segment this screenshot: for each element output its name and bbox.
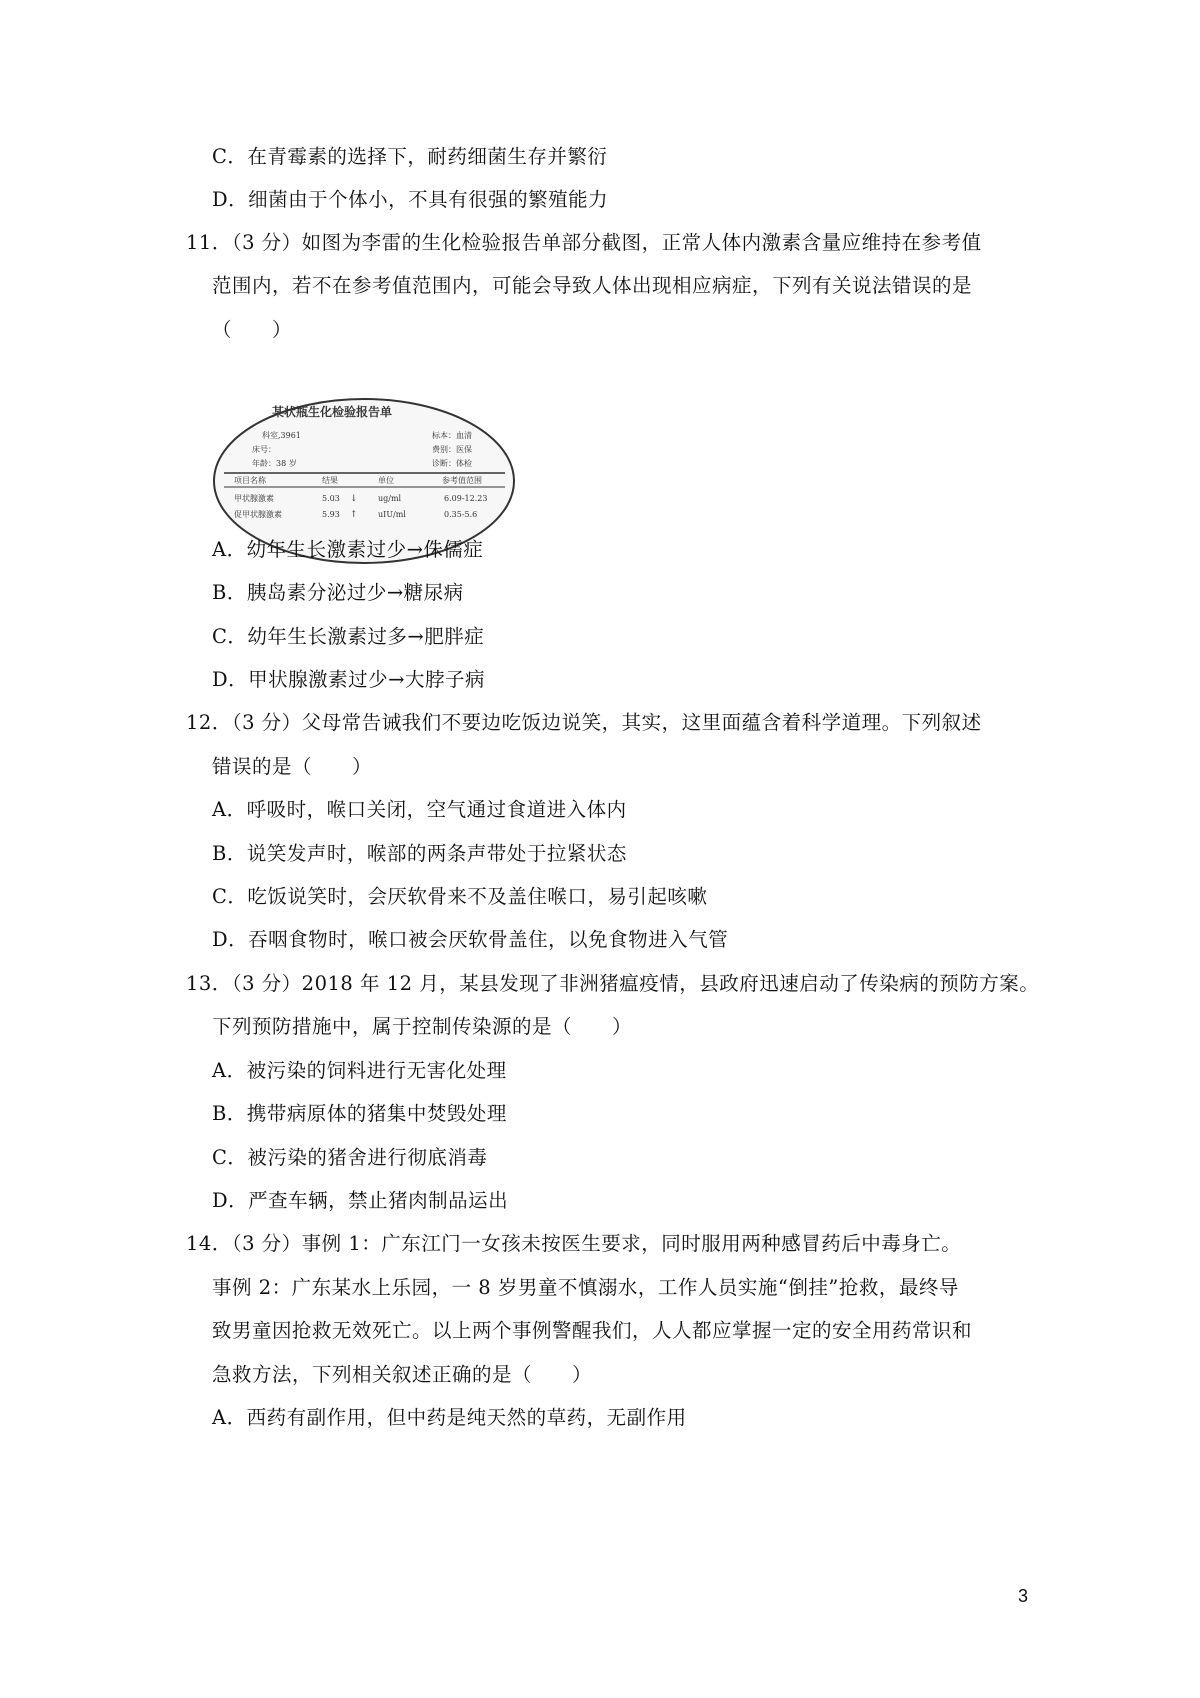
report-bed: 床号：: [252, 445, 276, 454]
option-b-q13: B．携带病原体的猪集中焚毁处理: [212, 1102, 507, 1125]
report-row-1-result: 5.03: [322, 494, 340, 503]
option-c-q10: C．在青霉素的选择下，耐药细菌生存并繁衍: [212, 145, 608, 168]
report-id: 科室,3961: [262, 431, 301, 440]
question-12-stem: 12．（3 分）父母常告诫我们不要边吃饭边说笑，其实，这里面蕴含着科学道理。下列叙述: [186, 711, 982, 734]
report-header-unit: 单位: [378, 476, 394, 485]
option-c-q12: C．吃饭说笑时，会厌软骨来不及盖住喉口，易引起咳嗽: [212, 885, 708, 908]
option-c-q11: C．幼年生长激素过多→肥胖症: [212, 625, 485, 648]
question-11-blank: （ ）: [212, 318, 293, 341]
page-number: 3: [1018, 1586, 1029, 1606]
report-row-2-unit: uIU/ml: [378, 510, 406, 519]
report-fee: 费别：医保: [432, 445, 472, 454]
option-d-q11: D．甲状腺激素过少→大脖子病: [212, 668, 485, 691]
question-13-stem: 13．（3 分）2018 年 12 月，某县发现了非洲猪瘟疫情，县政府迅速启动了传染病的预防方案。: [186, 972, 1040, 995]
report-row-1-name: 甲状腺激素: [234, 494, 274, 503]
report-row-2-result: 5.93: [322, 510, 340, 519]
report-header-range: 参考值范围: [442, 476, 482, 485]
report-row-2-range: 0.35-5.6: [444, 510, 478, 519]
question-13-stem-cont: 下列预防措施中，属于控制传染源的是（ ）: [212, 1015, 633, 1038]
report-diagnosis: 诊断：体检: [432, 459, 472, 468]
report-title: 某状瓶生化检验报告单: [272, 405, 393, 419]
option-c-q13: C．被污染的猪舍进行彻底消毒: [212, 1146, 488, 1169]
report-row-1-arrow: ↓: [350, 494, 358, 504]
report-age: 年龄：38 岁: [252, 459, 297, 468]
option-a-q13: A．被污染的饲料进行无害化处理: [212, 1059, 507, 1082]
option-b-q12: B．说笑发声时，喉部的两条声带处于拉紧状态: [212, 842, 627, 865]
option-d-q10: D．细菌由于个体小，不具有很强的繁殖能力: [212, 188, 609, 211]
option-a-q14: A．西药有副作用，但中药是纯天然的草药，无副作用: [212, 1406, 687, 1429]
question-11-stem: 11．（3 分）如图为李雷的生化检验报告单部分截图，正常人体内激素含量应维持在参考值: [186, 231, 982, 254]
question-14-stem: 14．（3 分）事例 1：广东江门一女孩未按医生要求，同时服用两种感冒药后中毒身亡。: [186, 1232, 962, 1255]
report-header-result: 结果: [322, 476, 338, 485]
question-11-stem-cont: 范围内，若不在参考值范围内，可能会导致人体出现相应病症，下列有关说法错误的是: [212, 274, 973, 297]
question-14-stem-cont-3: 急救方法，下列相关叙述正确的是（ ）: [212, 1363, 593, 1386]
option-a-q12: A．呼吸时，喉口关闭，空气通过食道进入体内: [212, 798, 627, 821]
report-row-1-range: 6.09-12.23: [444, 494, 488, 503]
option-d-q13: D．严查车辆，禁止猪肉制品运出: [212, 1189, 509, 1212]
report-row-2-arrow: ↑: [350, 510, 358, 520]
option-d-q12: D．吞咽食物时，喉口被会厌软骨盖住，以免食物进入气管: [212, 928, 729, 951]
option-a-q11: A．幼年生长激素过少→侏儒症: [212, 538, 484, 561]
option-b-q11: B．胰岛素分泌过少→糖尿病: [212, 581, 464, 604]
report-row-1-unit: ug/ml: [378, 494, 402, 503]
question-14-stem-cont-2: 致男童因抢救无效死亡。以上两个事例警醒我们，人人都应掌握一定的安全用药常识和: [212, 1319, 973, 1342]
report-sample: 标本：血清: [432, 431, 472, 440]
report-row-2-name: 促甲状腺激素: [234, 510, 282, 519]
report-header-name: 项目名称: [234, 476, 266, 485]
question-14-stem-cont-1: 事例 2：广东某水上乐园，一 8 岁男童不慎溺水，工作人员实施“倒挂”抢救，最终导: [212, 1276, 959, 1299]
question-12-stem-cont: 错误的是（ ）: [212, 755, 373, 778]
